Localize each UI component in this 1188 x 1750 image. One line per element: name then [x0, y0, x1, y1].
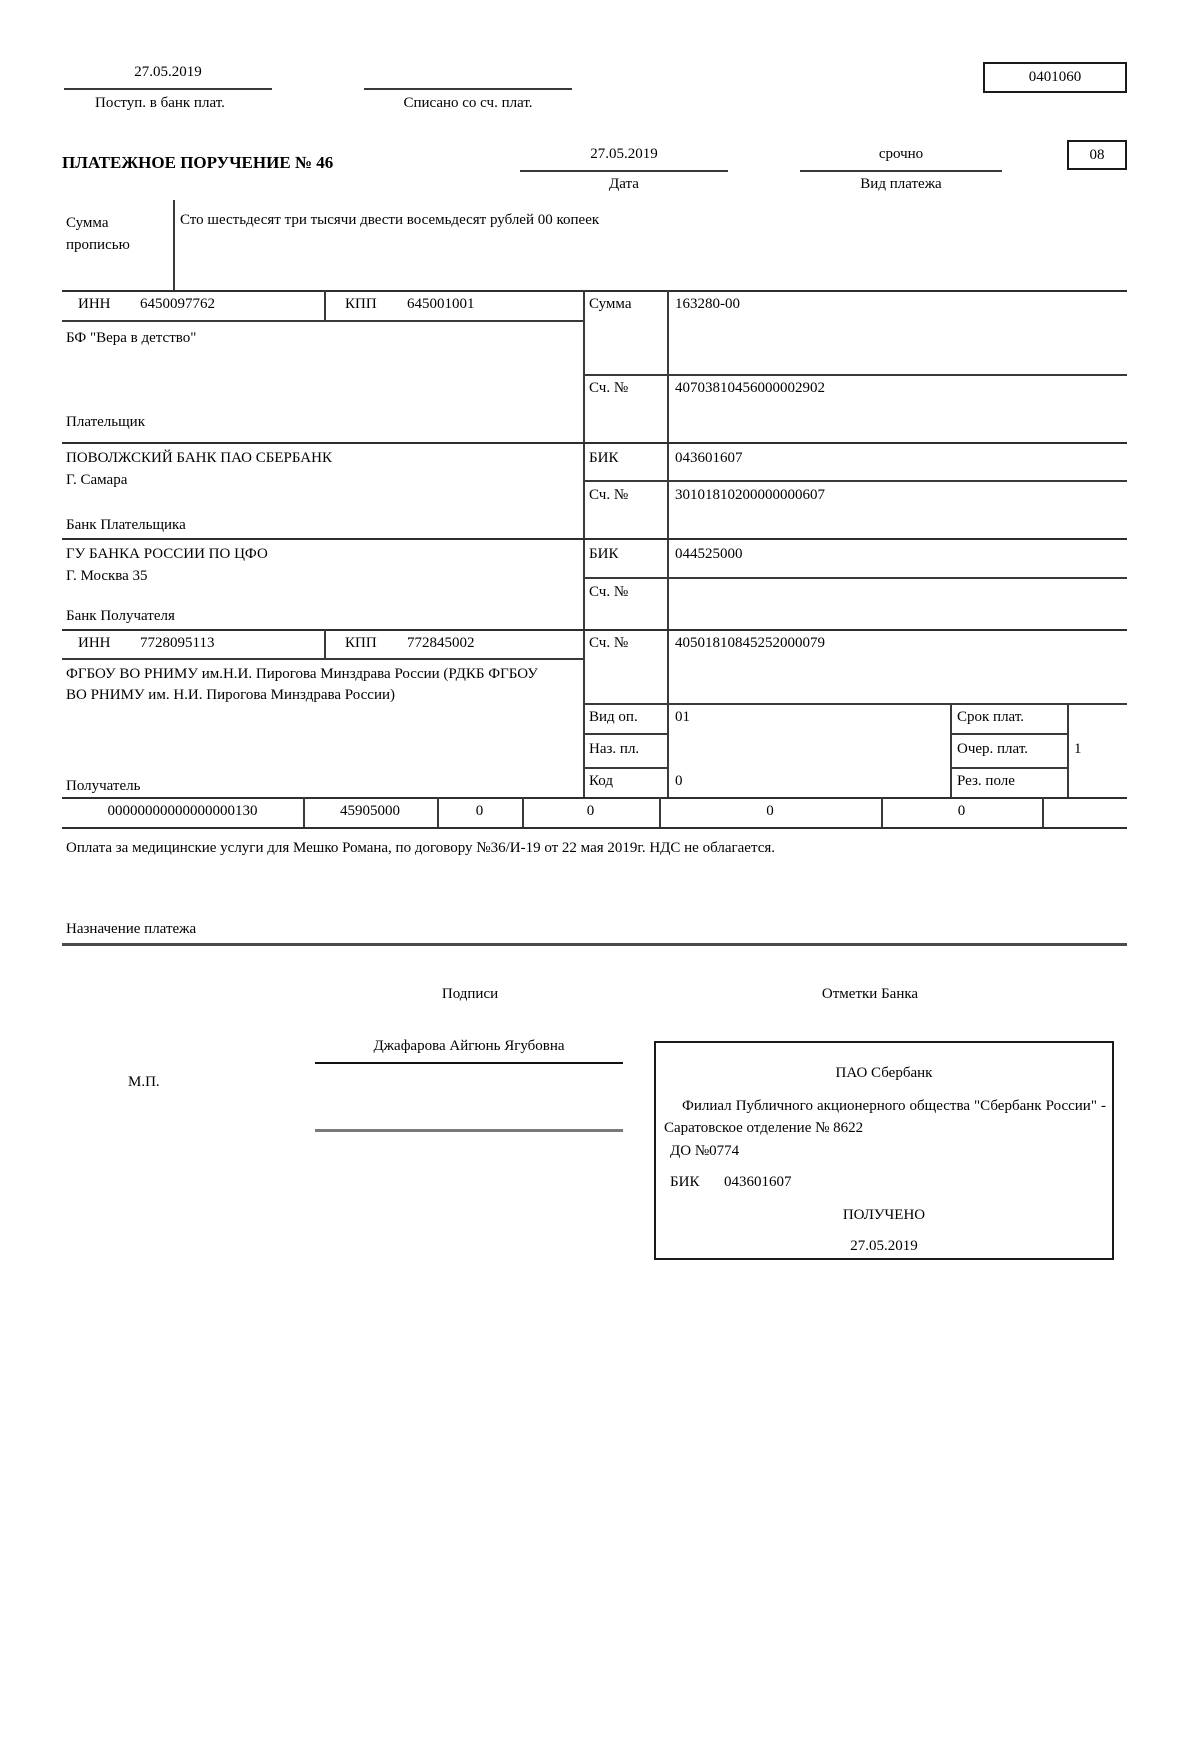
- recipient-section-line: [62, 797, 1127, 799]
- srok-box-left-line: [950, 703, 952, 797]
- signature-line-1: [315, 1062, 623, 1064]
- recipient-bank-section-line: [62, 629, 1127, 631]
- kod-label: Код: [589, 773, 613, 789]
- number-value: 0: [766, 803, 774, 819]
- purpose-line: [62, 943, 1127, 946]
- payment-kind-line: [800, 170, 1002, 172]
- payment-kind-value: срочно: [878, 146, 924, 162]
- date-line: [520, 170, 728, 172]
- srok-plat-label: Срок плат.: [957, 709, 1025, 725]
- payer-bank-account-value: 30101810200000000607: [675, 487, 825, 503]
- section-line: [62, 290, 1127, 292]
- payer-bank-city: Г. Самара: [66, 472, 128, 488]
- vid-op-label: Вид оп.: [589, 709, 638, 725]
- recipient-inn-value: 7728095113: [140, 635, 215, 651]
- inn-kpp-divider: [324, 290, 326, 320]
- stamp-received-label: ПОЛУЧЕНО: [842, 1207, 926, 1223]
- kbk-value: 00000000000000000130: [107, 803, 258, 819]
- recipient-bank-label: Банк Получателя: [66, 608, 175, 624]
- sum-value: 163280-00: [675, 296, 740, 312]
- stamp-office: ДО №0774: [670, 1143, 740, 1159]
- naz-pl-row-line: [583, 767, 669, 769]
- sum-words-label: Сумма прописью: [66, 215, 130, 253]
- payer-account-value: 40703810456000002902: [675, 380, 825, 396]
- form-code: 0401060: [1028, 69, 1082, 85]
- vid-op-row-line: [583, 733, 669, 735]
- payer-label: Плательщик: [66, 414, 145, 430]
- table-split-line: [583, 290, 585, 797]
- payer-bank-bik-line: [583, 480, 1127, 482]
- signatures-label: Подписи: [441, 986, 499, 1002]
- recipient-bank-city: Г. Москва 35: [66, 568, 148, 584]
- vid-op-value: 01: [675, 709, 690, 725]
- ocher-plat-label: Очер. плат.: [957, 741, 1028, 757]
- payer-inn-label: ИНН: [78, 296, 111, 312]
- recipient-account-row-line: [583, 703, 1127, 705]
- payer-bank-name: ПОВОЛЖСКИЙ БАНК ПАО СБЕРБАНК: [66, 450, 332, 466]
- payment-date: 27.05.2019: [590, 146, 658, 162]
- received-in-bank-date: 27.05.2019: [134, 64, 202, 80]
- debited-label: Списано со сч. плат.: [403, 95, 533, 111]
- status-code-box: [1067, 140, 1127, 170]
- recipient-bank-account-label: Сч. №: [589, 584, 629, 600]
- purpose-label: Назначение платежа: [66, 921, 197, 937]
- purpose-text: Оплата за медицинские услуги для Мешко Романа, по договору №36/И-19 от 22 мая 2019г. НДС не облагается.: [66, 840, 776, 856]
- sum-row-line: [583, 374, 1127, 376]
- payer-account-label: Сч. №: [589, 380, 629, 396]
- payer-inn-value: 6450097762: [140, 296, 215, 312]
- date-label: Дата: [609, 176, 639, 192]
- payer-bank-bik-label: БИК: [589, 450, 619, 466]
- payer-inn-row-line: [62, 320, 583, 322]
- payer-bank-bik-value: 043601607: [675, 450, 743, 466]
- received-in-bank-line: [64, 88, 272, 90]
- recipient-name: ФГБОУ ВО РНИМУ им.Н.И. Пирогова Минздрава России (РДКБ ФГБОУ ВО РНИМУ им. Н.И. Пирогова Минздрава России): [66, 666, 538, 703]
- ocher-row-line: [950, 767, 1068, 769]
- received-in-bank-label: Поступ. в банк плат.: [95, 95, 225, 111]
- document-title: ПЛАТЕЖНОЕ ПОРУЧЕНИЕ № 46: [62, 153, 334, 172]
- status-code: 08: [1089, 146, 1105, 163]
- oktmo-value: 45905000: [340, 803, 400, 819]
- sum-label: Сумма: [589, 296, 632, 312]
- amounts-divider-6: [1042, 797, 1044, 827]
- payer-section-line: [62, 442, 1127, 444]
- date-code-value: 0: [957, 803, 966, 819]
- recipient-bank-bik-line: [583, 577, 1127, 579]
- payer-name: БФ "Вера в детство": [66, 330, 197, 346]
- stamp-bik-label: БИК: [670, 1174, 700, 1190]
- bank-stamp-box: [654, 1041, 1114, 1260]
- label-value-line: [667, 290, 669, 797]
- payer-kpp-label: КПП: [345, 296, 377, 312]
- basis-value: 0: [475, 803, 484, 819]
- recipient-account-value: 40501810845252000079: [675, 635, 825, 651]
- recipient-bank-name: ГУ БАНКА РОССИИ ПО ЦФО: [66, 546, 268, 562]
- payer-bank-section-line: [62, 538, 1127, 540]
- sum-words-value: Сто шестьдесят три тысячи двести восемьдесят рублей 00 копеек: [180, 212, 600, 228]
- payer-bank-label: Банк Плательщика: [66, 517, 186, 533]
- period-value: 0: [586, 803, 595, 819]
- recipient-account-label: Сч. №: [589, 635, 629, 651]
- bank-marks-label: Отметки Банка: [821, 986, 919, 1002]
- stamp-date: 27.05.2019: [850, 1238, 918, 1254]
- payment-kind-label: Вид платежа: [860, 176, 942, 192]
- recipient-inn-label: ИНН: [78, 635, 111, 651]
- recipient-bank-bik-value: 044525000: [675, 546, 743, 562]
- rez-pole-label: Рез. поле: [957, 773, 1015, 789]
- recipient-inn-row-line: [62, 658, 583, 660]
- recipient-bank-bik-label: БИК: [589, 546, 619, 562]
- stamp-bik-value: 043601607: [724, 1174, 792, 1190]
- sum-words-divider: [173, 200, 175, 290]
- srok-box-right-line: [1067, 703, 1069, 797]
- naz-pl-label: Наз. пл.: [589, 741, 640, 757]
- amounts-bottom-line: [62, 827, 1127, 829]
- ocher-plat-value: 1: [1074, 741, 1082, 757]
- kod-value: 0: [675, 773, 683, 789]
- recipient-kpp-label: КПП: [345, 635, 377, 651]
- recipient-label: Получатель: [66, 778, 141, 794]
- signature-line-2: [315, 1129, 623, 1132]
- debited-line: [364, 88, 572, 90]
- stamp-branch: Филиал Публичного акционерного общества "Сбербанк России" - Саратовское отделение № 8622: [664, 1098, 1106, 1136]
- recipient-kpp-value: 772845002: [407, 635, 475, 651]
- payer-kpp-value: 645001001: [407, 296, 475, 312]
- stamp-bank-name: ПАО Сбербанк: [835, 1065, 933, 1081]
- signatory-name: Джафарова Айгюнь Ягубовна: [373, 1038, 565, 1054]
- srok-row-line: [950, 733, 1068, 735]
- recipient-inn-kpp-divider: [324, 629, 326, 658]
- stamp-place-label: М.П.: [128, 1074, 160, 1090]
- payer-bank-account-label: Сч. №: [589, 487, 629, 503]
- form-code-box: [983, 62, 1127, 93]
